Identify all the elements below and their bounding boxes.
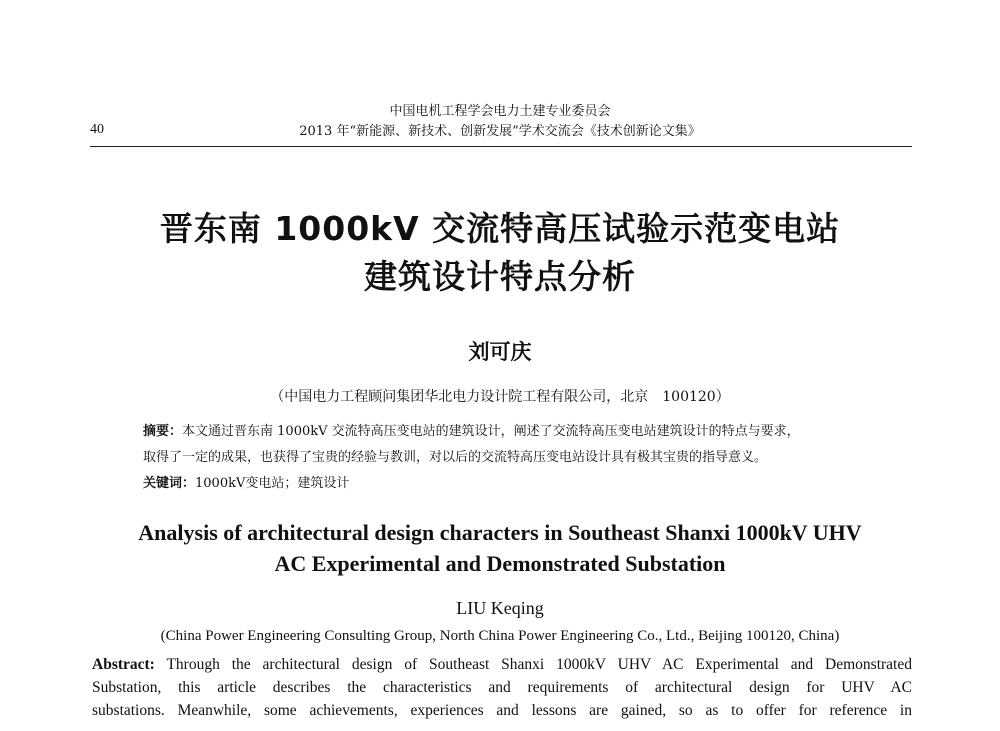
author-zh: 刘可庆 <box>468 340 532 364</box>
header-rule <box>90 146 912 147</box>
affiliation-zh: （中国电力工程顾问集团华北电力设计院工程有限公司，北京 100120） <box>270 389 730 405</box>
abstract-en-line1 <box>92 653 912 676</box>
abstract-en-text: Through the architectural design of Southeast Shanxi 1000kV UHV AC Experimental and Demonstrated <box>154 656 912 673</box>
affiliation-en: (China Power Engineering Consulting Group, North China Power Engineering Co., Ltd., Beijing 100120, China) <box>160 628 840 644</box>
abstract-en-line3: substations. Meanwhile, some achievements, experiences and lessons are gained, so as to offer for reference in <box>92 702 912 719</box>
title-en-line2: AC Experimental and Demonstrated Substation <box>274 551 726 576</box>
title-zh-line2: 建筑设计特点分析 <box>364 257 636 296</box>
abstract-en-line2: Substation, this article describes the characteristics and requirements of architectural design for UHV AC <box>92 679 912 696</box>
title-zh-line1: 晋东南 1000kV 交流特高压试验示范变电站 <box>159 209 841 248</box>
abstract-zh-line1 <box>143 424 800 440</box>
keywords-zh-text: 1000kV变电站；建筑设计 <box>195 476 350 491</box>
header-society: 中国电机工程学会电力土建专业委员会 <box>389 104 611 119</box>
abstract-zh-text: 本文通过晋东南 1000kV 交流特高压变电站的建筑设计，阐述了交流特高压变电站建筑设计的特点与要求， <box>182 424 800 439</box>
page-number: 40 <box>90 122 104 137</box>
keywords-zh <box>143 476 349 492</box>
header-proceedings: 2013 年“新能源、新技术、创新发展”学术交流会《技术创新论文集》 <box>299 124 701 139</box>
abstract-en-label: Abstract: <box>92 656 155 673</box>
abstract-zh-line2: 取得了一定的成果，也获得了宝贵的经验与教训，对以后的交流特高压变电站设计具有极其宝贵的指导意义。 <box>143 450 768 465</box>
abstract-zh-label: 摘要： <box>143 424 183 439</box>
keywords-zh-label: 关键词： <box>143 476 196 491</box>
title-en-line1: Analysis of architectural design characters in Southeast Shanxi 1000kV UHV <box>138 520 862 545</box>
author-en: LIU Keqing <box>456 598 544 618</box>
